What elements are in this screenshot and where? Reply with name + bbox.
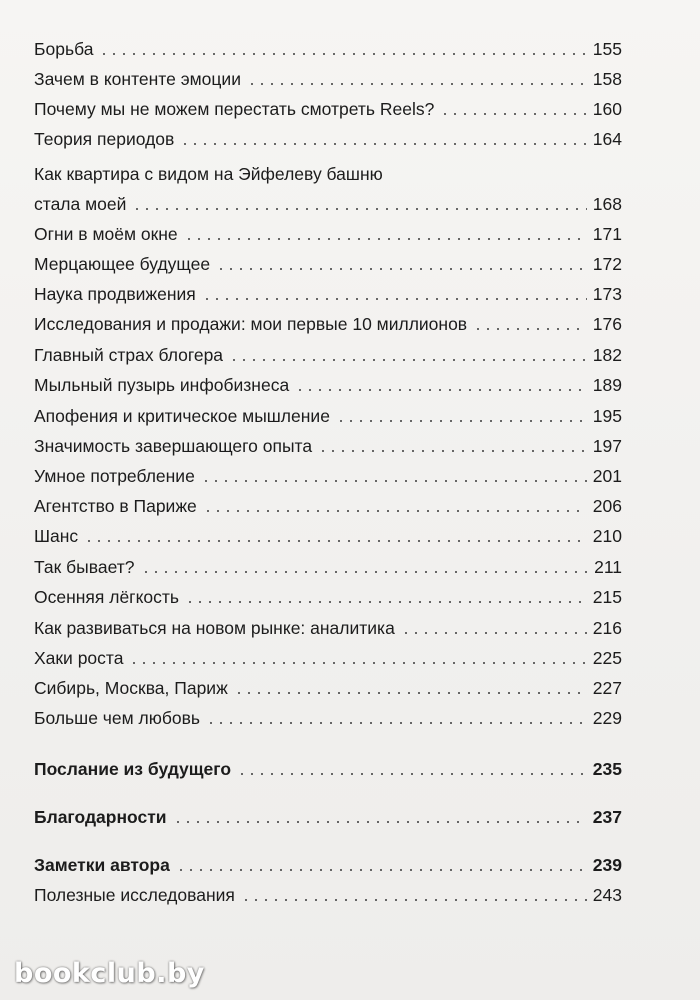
toc-entry: [34, 707, 622, 729]
toc-entry: [34, 98, 622, 120]
toc-entry-title: Мерцающее будущее: [34, 254, 211, 274]
toc-entry-page: 235: [592, 759, 622, 779]
toc-entry-page: 164: [592, 129, 622, 149]
toc-entry: [34, 465, 622, 487]
watermark-logo: bookclub.by: [14, 958, 205, 989]
dot-leader: [440, 113, 586, 115]
toc-entry-page: 225: [592, 648, 622, 668]
toc-entry-title: Так бывает?: [34, 557, 135, 577]
toc-entry-page: 237: [592, 807, 622, 827]
dot-leader: [141, 571, 589, 573]
toc-entry-title: Сибирь, Москва, Париж: [34, 678, 228, 698]
toc-entry-title-line1: Как квартира с видом на Эйфелеву башню: [34, 164, 383, 184]
dot-leader: [185, 601, 587, 603]
toc-entry-title: Мыльный пузырь инфобизнеса: [34, 375, 290, 395]
toc-entry-title: Как развиваться на новом рынке: аналитика: [34, 618, 395, 638]
toc-entry-title: Осенняя лёгкость: [34, 587, 180, 607]
toc-entry-page: 210: [592, 526, 622, 546]
toc-entry-title: Заметки автора: [34, 855, 170, 875]
toc-entry: [34, 647, 622, 669]
toc-entry-page: 160: [592, 99, 622, 119]
dot-leader: [203, 510, 587, 512]
toc-entry: [34, 128, 622, 150]
dot-leader: [473, 328, 587, 330]
toc-entry-title: Больше чем любовь: [34, 708, 201, 728]
toc-entry: [34, 405, 622, 427]
dot-leader: [173, 821, 587, 823]
dot-leader: [201, 480, 587, 482]
toc-section-entry: [34, 854, 622, 876]
toc-entry-page: 229: [592, 708, 622, 728]
toc-entry: [34, 344, 622, 366]
toc-entry-page: 189: [592, 375, 622, 395]
toc-entry-page: 171: [592, 224, 622, 244]
toc-entry-title: Послание из будущего: [34, 759, 232, 779]
toc-entry-page: 227: [592, 678, 622, 698]
toc-entry-title: Огни в моём окне: [34, 224, 178, 244]
toc-entry-page: 182: [592, 345, 622, 365]
dot-leader: [237, 773, 587, 775]
toc-entry: [34, 38, 622, 60]
toc-entry-page: 158: [592, 69, 622, 89]
toc-entry: [34, 223, 622, 245]
toc-entry-page: 197: [592, 436, 622, 456]
dot-leader: [99, 53, 586, 55]
toc-entry: [34, 525, 622, 547]
toc-entry-title: Агентство в Париже: [34, 496, 197, 516]
toc-entry-title: Почему мы не можем перестать смотреть Reels?: [34, 99, 435, 119]
toc-entry-title: Хаки роста: [34, 648, 124, 668]
dot-leader: [247, 83, 587, 85]
dot-leader: [229, 359, 587, 361]
toc-entry: [34, 556, 622, 578]
toc-entry: [34, 313, 622, 335]
toc-entry-title: Шанс: [34, 526, 79, 546]
toc-entry-title: Апофения и критическое мышление: [34, 406, 330, 426]
toc-entry-title: Исследования и продажи: мои первые 10 миллионов: [34, 314, 468, 334]
toc-entry-title: Зачем в контенте эмоции: [34, 69, 241, 89]
toc-entry-title: Умное потребление: [34, 466, 195, 486]
dot-leader: [401, 632, 587, 634]
toc-entry-page: 216: [592, 618, 622, 638]
toc-entry: [34, 283, 622, 305]
toc-entry-title: Наука продвижения: [34, 284, 196, 304]
toc-entry-page: 195: [592, 406, 622, 426]
dot-leader: [132, 208, 586, 210]
toc-entry-page: 211: [594, 557, 622, 577]
dot-leader: [180, 143, 586, 145]
toc-entry-title: Борьба: [34, 39, 94, 59]
toc-entry-page: 173: [592, 284, 622, 304]
dot-leader: [295, 389, 587, 391]
toc-entry: [34, 374, 622, 396]
toc-entry-title: Благодарности: [34, 807, 167, 827]
toc-entry-title: Главный страх блогера: [34, 345, 224, 365]
toc-entry-page: 201: [592, 466, 622, 486]
dot-leader: [216, 268, 587, 270]
toc-entry: [34, 253, 622, 275]
toc-section-entry: [34, 758, 622, 780]
toc-entry: [34, 163, 622, 215]
dot-leader: [129, 662, 586, 664]
dot-leader: [206, 722, 587, 724]
toc-section-entry: [34, 806, 622, 828]
dot-leader: [202, 298, 587, 300]
dot-leader: [336, 420, 587, 422]
toc-entry-title: стала моей: [34, 194, 127, 214]
toc-entry: [34, 586, 622, 608]
toc-entry-page: 215: [592, 587, 622, 607]
dot-leader: [184, 238, 587, 240]
toc-entry-page: 239: [592, 855, 622, 875]
toc-entry: [34, 677, 622, 699]
toc-entry: [34, 68, 622, 90]
dot-leader: [84, 540, 587, 542]
toc-entry: [34, 884, 622, 906]
toc-entry-page: 206: [592, 496, 622, 516]
toc-entry: [34, 495, 622, 517]
toc-entry-page: 172: [592, 254, 622, 274]
toc-entry: [34, 435, 622, 457]
toc-entry-title: Значимость завершающего опыта: [34, 436, 313, 456]
toc-entry-page: 155: [592, 39, 622, 59]
toc-entry-page: 176: [592, 314, 622, 334]
toc-entry: [34, 617, 622, 639]
toc-entry-page: 243: [592, 885, 622, 905]
dot-leader: [241, 899, 587, 901]
dot-leader: [234, 692, 587, 694]
toc-entry-page: 168: [592, 194, 622, 214]
toc-entry-title: Теория периодов: [34, 129, 175, 149]
dot-leader: [318, 450, 587, 452]
dot-leader: [176, 869, 587, 871]
toc-entry-title: Полезные исследования: [34, 885, 235, 905]
